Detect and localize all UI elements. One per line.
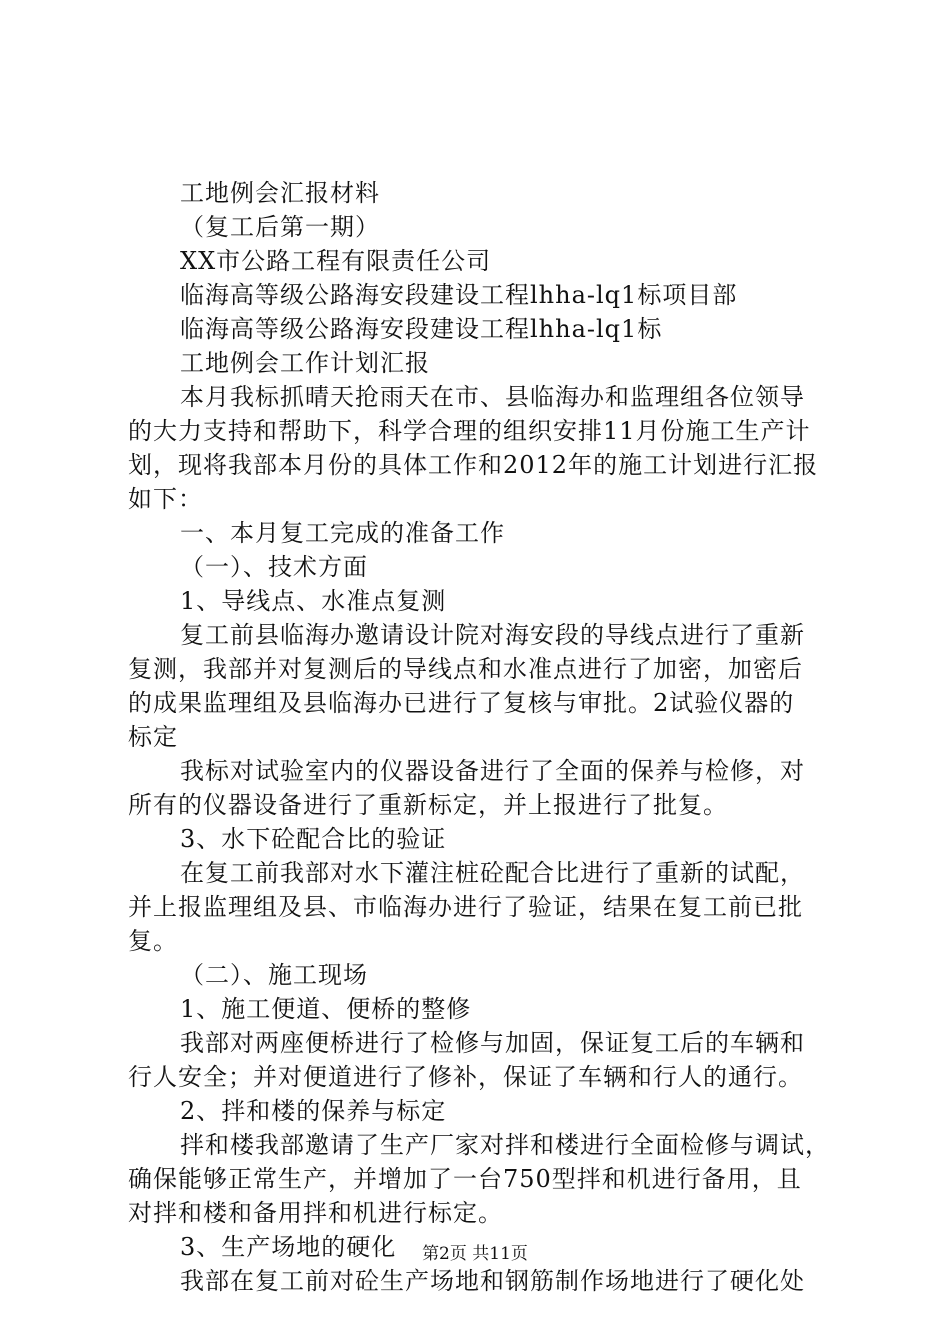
item-heading: 1、导线点、水准点复测 <box>180 587 447 615</box>
project-dept: 临海高等级公路海安段建设工程lhha-lq1标项目部 <box>180 281 738 309</box>
body-line: 复。 <box>128 927 178 955</box>
report-title: 工地例会工作计划汇报 <box>180 349 430 377</box>
body-line: 的成果监理组及县临海办已进行了复核与审批。2试验仪器的 <box>128 689 795 717</box>
body-line: 在复工前我部对水下灌注桩砼配合比进行了重新的试配， <box>180 859 805 887</box>
project-section: 临海高等级公路海安段建设工程lhha-lq1标 <box>180 315 663 343</box>
subsection-heading: （一）、技术方面 <box>180 553 368 581</box>
body-line: 我部在复工前对砼生产场地和钢筋制作场地进行了硬化处 <box>180 1267 805 1295</box>
section-heading: 一、本月复工完成的准备工作 <box>180 519 505 547</box>
item-heading: 2、拌和楼的保养与标定 <box>180 1097 447 1125</box>
body-line: 确保能够正常生产，并增加了一台750型拌和机进行备用，且 <box>128 1165 802 1193</box>
intro-line: 本月我标抓晴天抢雨天在市、县临海办和监理组各位领导 <box>180 383 805 411</box>
page-number-footer: 第2页 共11页 <box>422 1244 528 1264</box>
body-line: 复测，我部并对复测后的导线点和水准点进行了加密，加密后 <box>128 655 803 683</box>
company-name: XX市公路工程有限责任公司 <box>180 247 492 275</box>
item-heading: 1、施工便道、便桥的整修 <box>180 995 472 1023</box>
body-line: 并上报监理组及县、市临海办进行了验证，结果在复工前已批 <box>128 893 803 921</box>
doc-title: 工地例会汇报材料 <box>180 179 380 207</box>
body-line: 拌和楼我部邀请了生产厂家对拌和楼进行全面检修与调试， <box>180 1131 830 1159</box>
body-line: 标定 <box>128 723 178 751</box>
body-line: 复工前县临海办邀请设计院对海安段的导线点进行了重新 <box>180 621 805 649</box>
item-heading: 3、水下砼配合比的验证 <box>180 825 447 853</box>
document-body <box>128 176 840 1298</box>
body-line: 行人安全；并对便道进行了修补，保证了车辆和行人的通行。 <box>128 1063 803 1091</box>
intro-line: 划，现将我部本月份的具体工作和2012年的施工计划进行汇报 <box>128 451 819 479</box>
body-line: 我部对两座便桥进行了检修与加固，保证复工后的车辆和 <box>180 1029 805 1057</box>
body-line: 我标对试验室内的仪器设备进行了全面的保养与检修，对 <box>180 757 805 785</box>
subsection-heading: （二）、施工现场 <box>180 961 368 989</box>
intro-line: 如下： <box>128 485 203 513</box>
doc-subtitle: （复工后第一期） <box>180 213 380 241</box>
item-heading: 3、生产场地的硬化 <box>180 1233 397 1261</box>
body-line: 对拌和楼和备用拌和机进行标定。 <box>128 1199 503 1227</box>
body-line: 所有的仪器设备进行了重新标定，并上报进行了批复。 <box>128 791 728 819</box>
intro-line: 的大力支持和帮助下，科学合理的组织安排11月份施工生产计 <box>128 417 811 445</box>
